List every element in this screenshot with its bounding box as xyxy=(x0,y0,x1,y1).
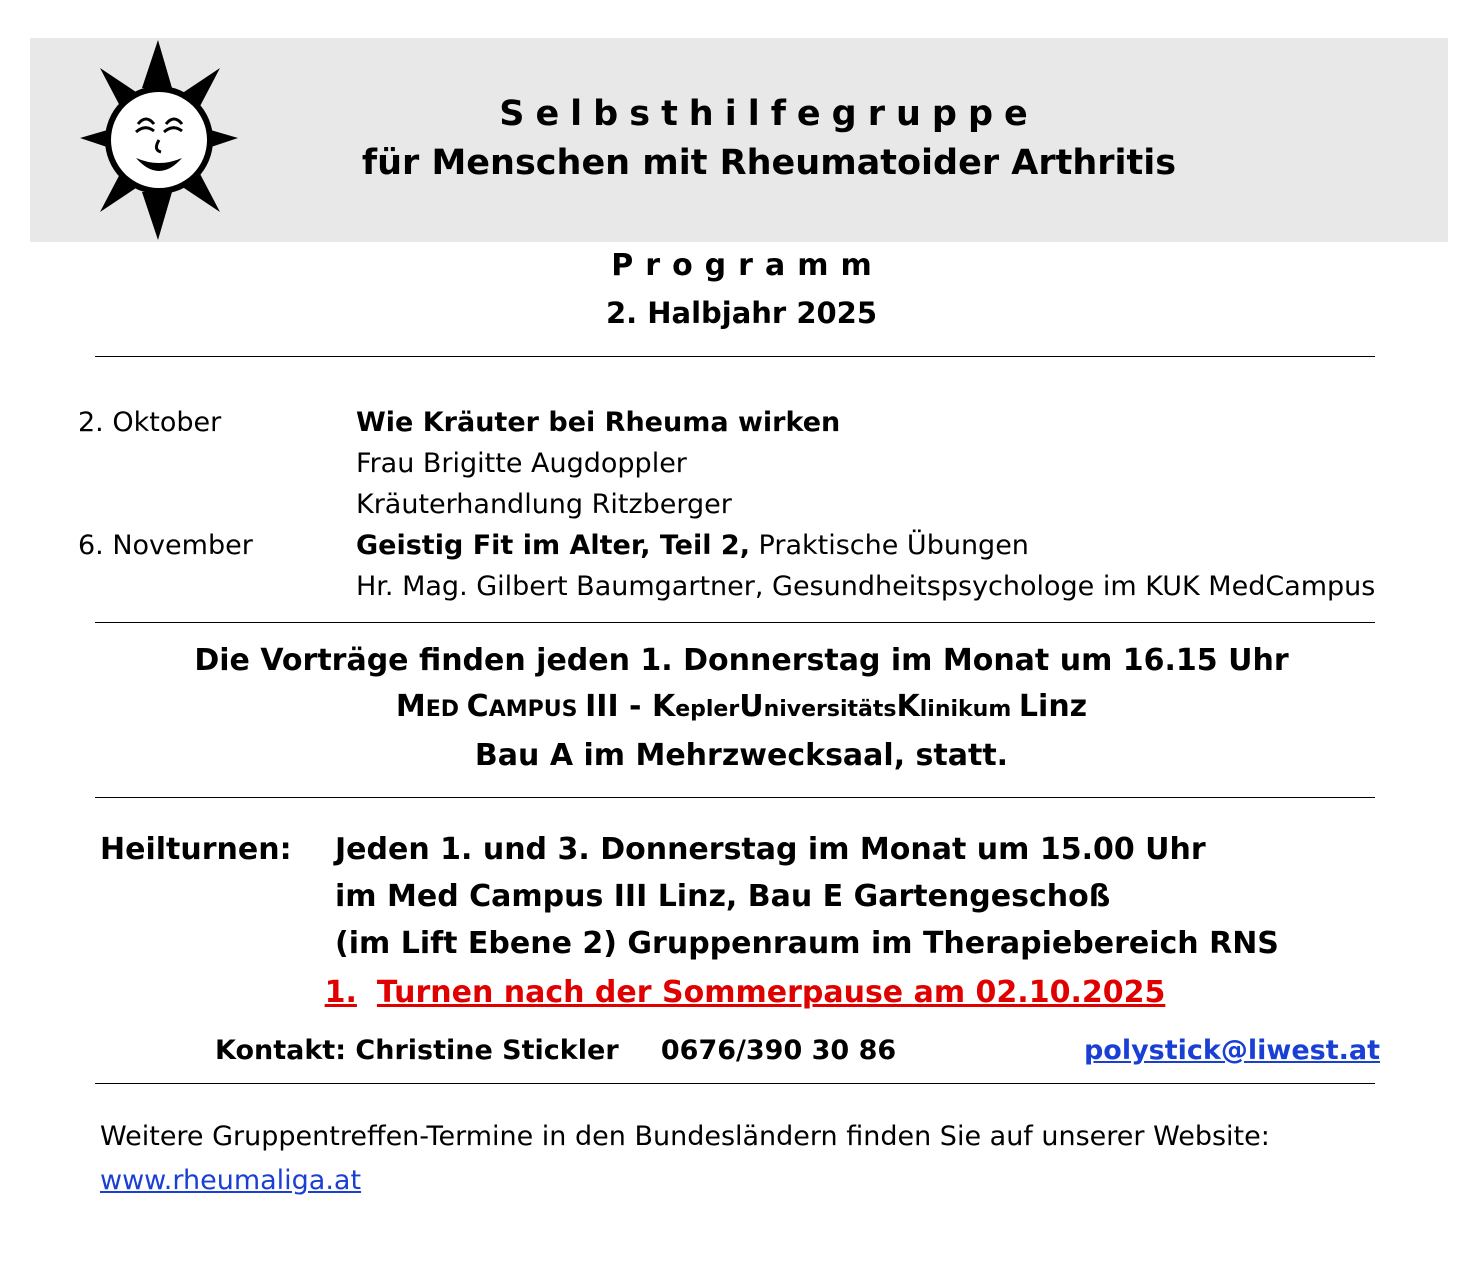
heilturnen-row xyxy=(100,826,1390,967)
venue-u: U xyxy=(739,689,764,724)
logo xyxy=(30,38,240,242)
venue-ampus: AMPUS xyxy=(488,697,586,722)
entry-date: 2. Oktober xyxy=(78,407,222,438)
entry-title: Geistig Fit im Alter, Teil 2, xyxy=(356,530,750,561)
heilturnen-line: (im Lift Ebene 2) Gruppenraum im Therapiebereich RNS xyxy=(335,926,1279,961)
divider-1 xyxy=(95,356,1375,357)
entry-body xyxy=(356,402,1418,525)
heilturnen-highlight xyxy=(100,969,1390,1016)
contact-email-link[interactable]: polystick@liwest.at xyxy=(1083,1035,1380,1066)
venue-location xyxy=(0,684,1483,733)
venue-epler: epler xyxy=(675,697,740,722)
venue-ed: ED xyxy=(425,697,467,722)
venue-c: C xyxy=(466,689,489,724)
venue-niversitaets: niversitäts xyxy=(763,697,897,722)
venue-time: Die Vorträge finden jeden 1. Donnerstag im Monat um 16.15 Uhr xyxy=(194,643,1289,678)
venue-m: M xyxy=(395,689,426,724)
org-subtitle: für Menschen mit Rheumatoider Arthritis xyxy=(361,143,1177,184)
footer-link-wrap xyxy=(100,1159,1400,1203)
entry-body xyxy=(356,525,1418,607)
programm-heading: Programm xyxy=(611,248,884,283)
heilturnen-body xyxy=(335,826,1390,967)
entry-detail: Kräuterhandlung Ritzberger xyxy=(356,489,732,520)
heilturnen-label: Heilturnen: xyxy=(100,832,292,867)
heilturnen-line: Jeden 1. und 3. Donnerstag im Monat um 15.00 Uhr xyxy=(335,832,1206,867)
venue-linz: Linz xyxy=(1018,689,1088,724)
entry-detail: Hr. Mag. Gilbert Baumgartner, Gesundheitspsychologe im KUK MedCampus xyxy=(356,571,1376,602)
contact-name: Kontakt: Christine Stickler xyxy=(215,1035,619,1066)
entry-title: Wie Kräuter bei Rheuma wirken xyxy=(356,407,841,438)
venue-k2: K xyxy=(896,689,920,724)
heilturnen-highlight-number: 1. xyxy=(324,975,357,1010)
entry-title-rest: Praktische Übungen xyxy=(749,530,1029,561)
entry-title-line xyxy=(356,525,1418,566)
venue-k1: K xyxy=(651,689,676,724)
contact-email-wrap xyxy=(974,1035,1380,1066)
program-entry xyxy=(78,402,1418,525)
heilturnen-line: im Med Campus III Linz, Bau E Gartengeschoß xyxy=(335,879,1111,914)
sun-face-icon xyxy=(80,40,240,240)
header-banner xyxy=(30,38,1448,242)
program-entry xyxy=(78,525,1418,607)
heilturnen-highlight-text: Turnen nach der Sommerpause am 02.10.2025 xyxy=(376,975,1166,1010)
entry-detail: Frau Brigitte Augdoppler xyxy=(356,448,687,479)
venue-iii: III - xyxy=(585,689,652,724)
website-link[interactable]: www.rheumaliga.at xyxy=(100,1165,362,1196)
footer-text: Weitere Gruppentreffen-Termine in den Bundesländern finden Sie auf unserer Website: xyxy=(100,1121,1270,1152)
programm-period: 2. Halbjahr 2025 xyxy=(605,296,878,330)
program-entries xyxy=(78,402,1418,607)
entry-date: 6. November xyxy=(78,530,253,561)
divider-3 xyxy=(95,797,1375,798)
divider-2 xyxy=(95,622,1375,623)
divider-4 xyxy=(95,1083,1375,1084)
contact-row xyxy=(100,1035,1380,1066)
heilturnen-block xyxy=(100,826,1390,1016)
contact-phone: 0676/390 30 86 xyxy=(660,1035,897,1066)
venue-block xyxy=(0,638,1483,779)
footer-block xyxy=(100,1115,1400,1203)
venue-room: Bau A im Mehrzwecksaal, statt. xyxy=(474,738,1009,773)
org-title: Selbsthilfegruppe xyxy=(499,94,1039,135)
venue-linikum: linikum xyxy=(919,697,1019,722)
